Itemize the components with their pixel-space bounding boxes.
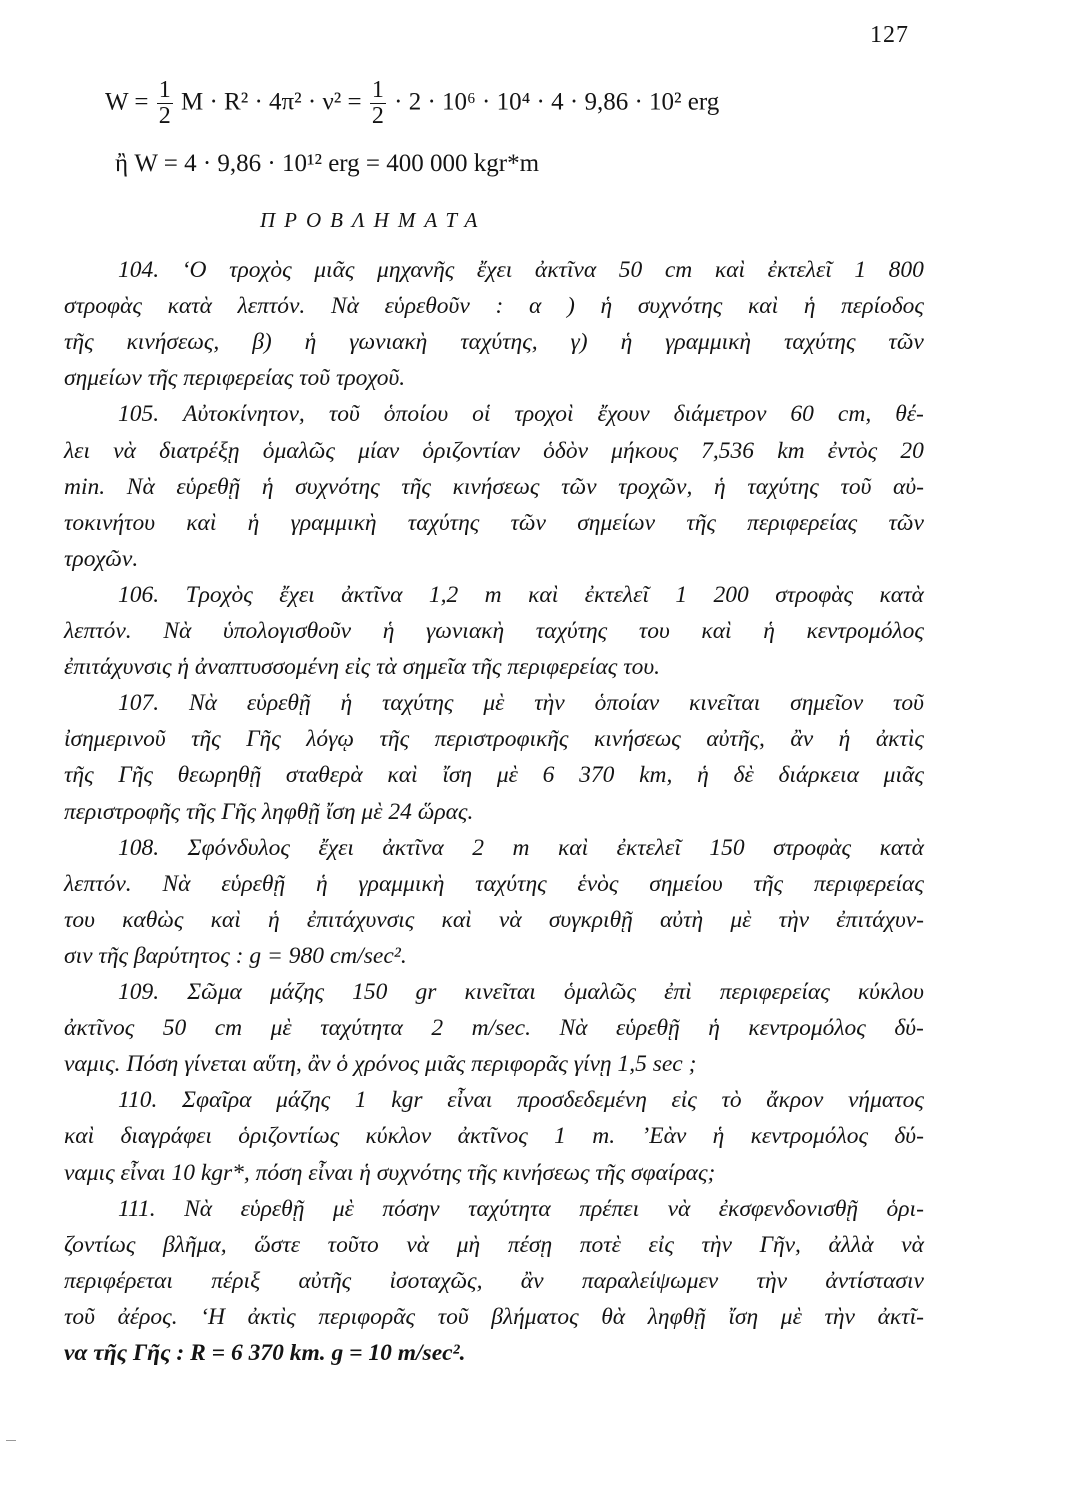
text-line: 104. ‘Ο τροχὸς μιᾶς μηχανῆς ἔχει ἀκτῖνα 50 cm καὶ ἐκτελεῖ 1 800 bbox=[118, 257, 924, 283]
fraction-numerator: 1 bbox=[371, 77, 384, 103]
text-line: τῆς κινήσεως, β) ἡ γωνιακὴ ταχύτης, γ) ἡ γραμμικὴ ταχύτης τῶν bbox=[64, 329, 924, 356]
text-line: 109. Σῶμα μάζης 150 gr κινεῖται ὁμαλῶς ἐπὶ περιφερείας κύκλου bbox=[118, 979, 924, 1005]
text-line: τοκινήτου καὶ ἡ γραμμικὴ ταχύτης τῶν σημείων τῆς περιφερείας τῶν bbox=[64, 509, 924, 536]
text-line: λει νὰ διατρέξῃ ὁμαλῶς μίαν ὁριζοντίαν ὁδὸν μήκους 7,536 km ἐντὸς 20 bbox=[64, 437, 924, 464]
text-line: 110. Σφαῖρα μάζης 1 kgr εἶναι προσδεδεμένη εἰς τὸ ἄκρον νήματος bbox=[118, 1087, 924, 1114]
page-number: 127 bbox=[870, 22, 909, 48]
energy-formula-line-1 bbox=[105, 78, 719, 150]
text-line: περιφέρεται πέριξ αὐτῆς ἰσοταχῶς, ἂν παραλείψωμεν τὴν ἀντίστασιν bbox=[64, 1267, 924, 1294]
text-line: 111. Νὰ εὑρεθῇ μὲ πόσην ταχύτητα πρέπει νὰ ἐκσφενδονισθῇ ὁρι- bbox=[118, 1195, 924, 1222]
text-line: ἰσημερινοῦ τῆς Γῆς λόγῳ τῆς περιστροφικῆς κινήσεως αὐτῆς, ἂν ἡ ἀκτὶς bbox=[64, 726, 924, 753]
text-line: ἀκτῖνος 50 cm μὲ ταχύτητα 2 m/sec. Νὰ εὑρεθῇ ἡ κεντρομόλος δύ- bbox=[64, 1015, 924, 1042]
text-line: 105. Αὐτοκίνητον, τοῦ ὁποίου οἱ τροχοὶ ἔχουν διάμετρον 60 cm, θέ- bbox=[118, 401, 924, 428]
fraction-one-half bbox=[370, 78, 386, 129]
text-line: ναμις. Πόση γίνεται αὕτη, ἂν ὁ χρόνος μιᾶς περιφορᾶς γίνῃ 1,5 sec ; bbox=[64, 1051, 697, 1078]
formula-rhs: · 2 · 10⁶ · 10⁴ · 4 · 9,86 · 10² erg bbox=[394, 88, 720, 116]
formula-middle: M · R² · 4π² · ν² = bbox=[181, 88, 362, 116]
text-line: να τῆς Γῆς : R = 6 370 km. g = 10 m/sec². bbox=[64, 1340, 466, 1366]
fraction-denominator: 2 bbox=[158, 103, 171, 130]
text-line: ἐπιτάχυνσις ἡ ἀναπτυσσομένη εἰς τὰ σημεῖα τῆς περιφερείας του. bbox=[64, 654, 661, 681]
scan-edge-mark bbox=[6, 1440, 16, 1441]
text-line: 107. Νὰ εὑρεθῇ ἡ ταχύτης μὲ τὴν ὁποίαν κινεῖται σημεῖον τοῦ bbox=[118, 690, 924, 717]
fraction-denominator: 2 bbox=[371, 103, 384, 130]
fraction-one-half bbox=[157, 78, 173, 129]
text-line: σημείων τῆς περιφερείας τοῦ τροχοῦ. bbox=[64, 365, 406, 392]
text-line: τῆς Γῆς θεωρηθῇ σταθερὰ καὶ ἴση μὲ 6 370 km, ἡ δὲ διάρκεια μιᾶς bbox=[64, 762, 924, 789]
text-line: σιν τῆς βαρύτητος : g = 980 cm/sec². bbox=[64, 942, 407, 969]
section-heading: ΠΡΟΒΛΗΜΑΤΑ bbox=[260, 208, 487, 232]
fraction-numerator: 1 bbox=[158, 77, 171, 103]
text-line: λεπτόν. Νὰ ὑπολογισθοῦν ἡ γωνιακὴ ταχύτης του καὶ ἡ κεντρομόλος bbox=[64, 618, 924, 644]
text-line: τροχῶν. bbox=[64, 545, 139, 572]
text-line: λεπτόν. Νὰ εὑρεθῇ ἡ γραμμικὴ ταχύτης ἑνὸς σημείου τῆς περιφερείας bbox=[64, 870, 924, 897]
text-line: περιστροφῆς τῆς Γῆς ληφθῇ ἴση μὲ 24 ὥρας. bbox=[64, 798, 474, 825]
energy-formula-line-2: ἢ W = 4 · 9,86 · 10¹² erg = 400 000 kgr*m bbox=[115, 150, 540, 177]
text-line: καὶ διαγράφει ὁριζοντίως κύκλον ἀκτῖνος 1 m. ’Εὰν ἡ κεντρομόλος δύ- bbox=[64, 1123, 924, 1150]
text-line: του καθὼς καὶ ἡ ἐπιτάχυνσις καὶ νὰ συγκριθῇ αὐτὴ μὲ τὴν ἐπιτάχυν- bbox=[64, 906, 924, 933]
text-line: 108. Σφόνδυλος ἔχει ἀκτῖνα 2 m καὶ ἐκτελεῖ 150 στροφὰς κατὰ bbox=[118, 834, 924, 861]
text-line: τοῦ ἀέρος. ‘Η ἀκτὶς περιφορᾶς τοῦ βλήματος θὰ ληφθῇ ἴση μὲ τὴν ἀκτῖ- bbox=[64, 1303, 924, 1330]
text-line: ζοντίως βλῆμα, ὥστε τοῦτο νὰ μὴ πέσῃ ποτὲ εἰς τὴν Γῆν, ἀλλὰ νὰ bbox=[64, 1231, 924, 1258]
text-line: ναμις εἶναι 10 kgr*, πόση εἶναι ἡ συχνότης τῆς κινήσεως τῆς σφαίρας; bbox=[64, 1159, 716, 1186]
text-line: min. Νὰ εὑρεθῇ ἡ συχνότης τῆς κινήσεως τῶν τροχῶν, ἡ ταχύτης τοῦ αὐ- bbox=[64, 473, 924, 500]
text-line: 106. Τροχὸς ἔχει ἀκτῖνα 1,2 m καὶ ἐκτελεῖ 1 200 στροφὰς κατὰ bbox=[118, 581, 924, 608]
text-line: στροφὰς κατὰ λεπτόν. Νὰ εὑρεθοῦν : α ) ἡ συχνότης καὶ ἡ περίοδος bbox=[64, 293, 924, 320]
formula-lhs: W = bbox=[105, 88, 149, 116]
